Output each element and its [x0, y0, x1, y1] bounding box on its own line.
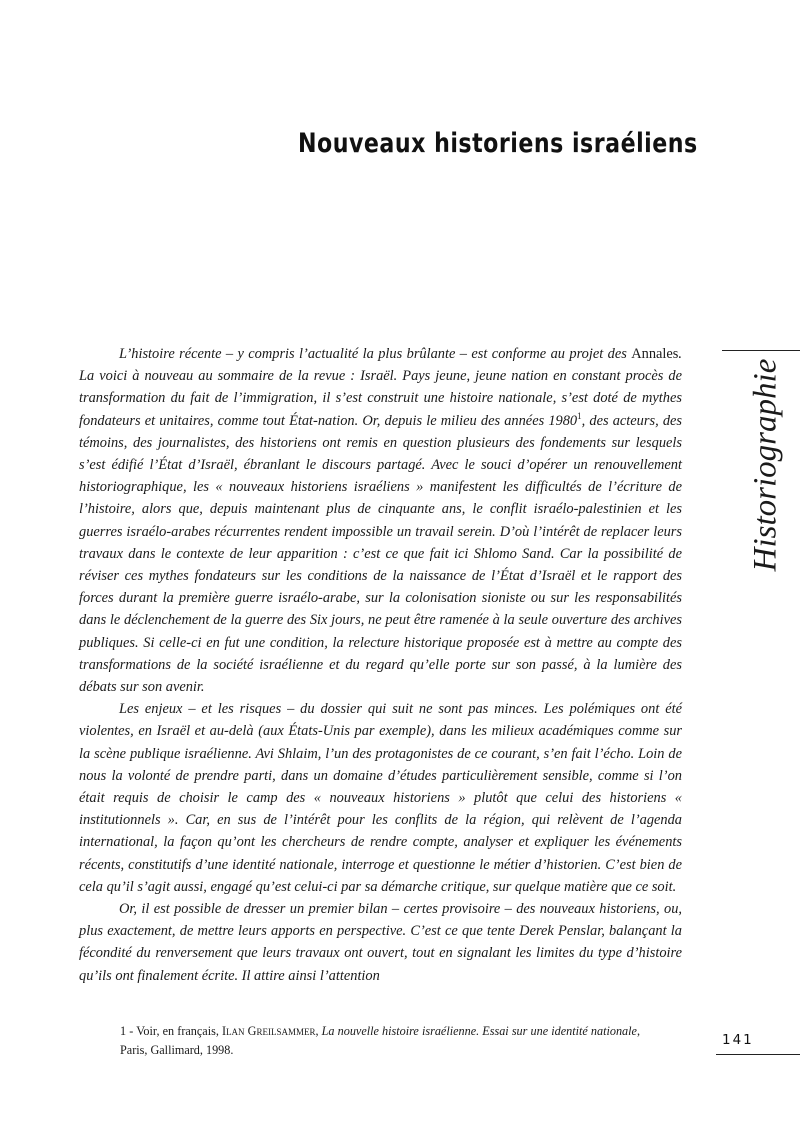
- article-body: [79, 343, 682, 987]
- footnote-separator: ,: [315, 1024, 322, 1038]
- page-number: 141: [722, 1032, 754, 1048]
- paragraph-3: Or, il est possible de dresser un premier bilan – certes provisoire – des nouveaux historiens, ou, plus exactement, de mettre leurs apports en perspective. C’est ce que tente Derek Penslar, balançant la fécondité du renversement que leurs travaux ont ouvert, tout en signalant les limites du type d’histoire qu’ils ont finalement écrite. Il attire ainsi l’attention: [79, 901, 682, 984]
- footnote-publisher: , Paris, Gallimard, 1998.: [120, 1024, 640, 1057]
- footnote-reference[interactable]: 1: [577, 410, 582, 421]
- footnote-label: 1 -: [120, 1024, 137, 1038]
- article-title: Nouveaux historiens israéliens: [298, 128, 698, 159]
- page-number-rule: [716, 1054, 800, 1055]
- section-label: Historiographie: [747, 358, 784, 572]
- journal-name: Annales: [631, 346, 679, 362]
- paragraph-1-intro: L’histoire récente – y compris l’actualité la plus brûlante – est conforme au projet des: [119, 346, 632, 362]
- paragraph-1: [79, 343, 682, 698]
- footnote-book-title: La nouvelle histoire israélienne. Essai sur une identité nationale: [321, 1024, 637, 1038]
- section-divider: [722, 350, 800, 351]
- paragraph-1-text-a: . La voici à nouveau au sommaire de la revue : Israël. Pays jeune, jeune nation en constant procès de transformation du fait de l’immigration, il s’est construit une histoire nationale, s’est doté de mythes fondateurs et unitaires, comme tout État-nation. Or, depuis le milieu des années 1980: [79, 346, 682, 429]
- footnote-author: Ilan Greilsammer: [222, 1024, 316, 1038]
- paragraph-2: Les enjeux – et les risques – du dossier qui suit ne sont pas minces. Les polémiques ont été violentes, en Israël et au-delà (aux États-Unis par exemple), dans les milieux académiques comme sur la scène publique israélienne. Avi Shlaim, l’un des protagonistes de ce courant, s’en fait l’écho. Loin de nous la volonté de prendre parti, dans un domaine d’études particulièrement sensible, comme si l’on était requis de choisir le camp des « nouveaux historiens » plutôt que celui des historiens « institutionnels ». Car, en sus de l’intérêt pour les conflits de la région, qui relèvent de l’agenda international, la façon qu’ont les chercheurs de rendre compte, analyser et expliquer les événements récents, constitutifs d’une identité nationale, interroge et questionne le métier d’historien. C’est bien de cela qu’il s’agit aussi, engagé qu’est celui-ci par sa démarche critique, sur quelque matière que ce soit.: [79, 701, 682, 895]
- footnote-lead: Voir, en français,: [136, 1024, 222, 1038]
- footnote: [120, 1022, 640, 1059]
- paragraph-1-text-b: , des acteurs, des témoins, des journalistes, des historiens ont remis en question plusieurs des fondements sur lesquels s’est édifié l’État d’Israël, ébranlant le discours partagé. Avec le souci d’opérer un renouvellement historiographique, les « nouveaux historiens israéliens » manifestent les difficultés de l’écriture de l’histoire, alors que, depuis maintenant plus de cinquante ans, le conflit israélo-palestinien et les guerres israélo-arabes récurrentes rendent impossible un travail serein. D’où l’intérêt de replacer leurs travaux dans le contexte de leur apparition : c’est ce que fait ici Shlomo Sand. Car la possibilité de réviser ces mythes fondateurs sur les conditions de la naissance de l’État d’Israël et le rapport des forces durant la première guerre israélo-arabe, sur la colonisation sioniste ou sur les responsabilités dans le déclenchement de la guerre des Six jours, ne peut être ramenée à la seule ouverture des archives publiques. Si celle-ci en fut une condition, la relecture historique proposée est à mettre au compte des transformations de la société israélienne et du regard qu’elle porte sur son passé, à la lumière des débats sur son avenir.: [79, 412, 682, 696]
